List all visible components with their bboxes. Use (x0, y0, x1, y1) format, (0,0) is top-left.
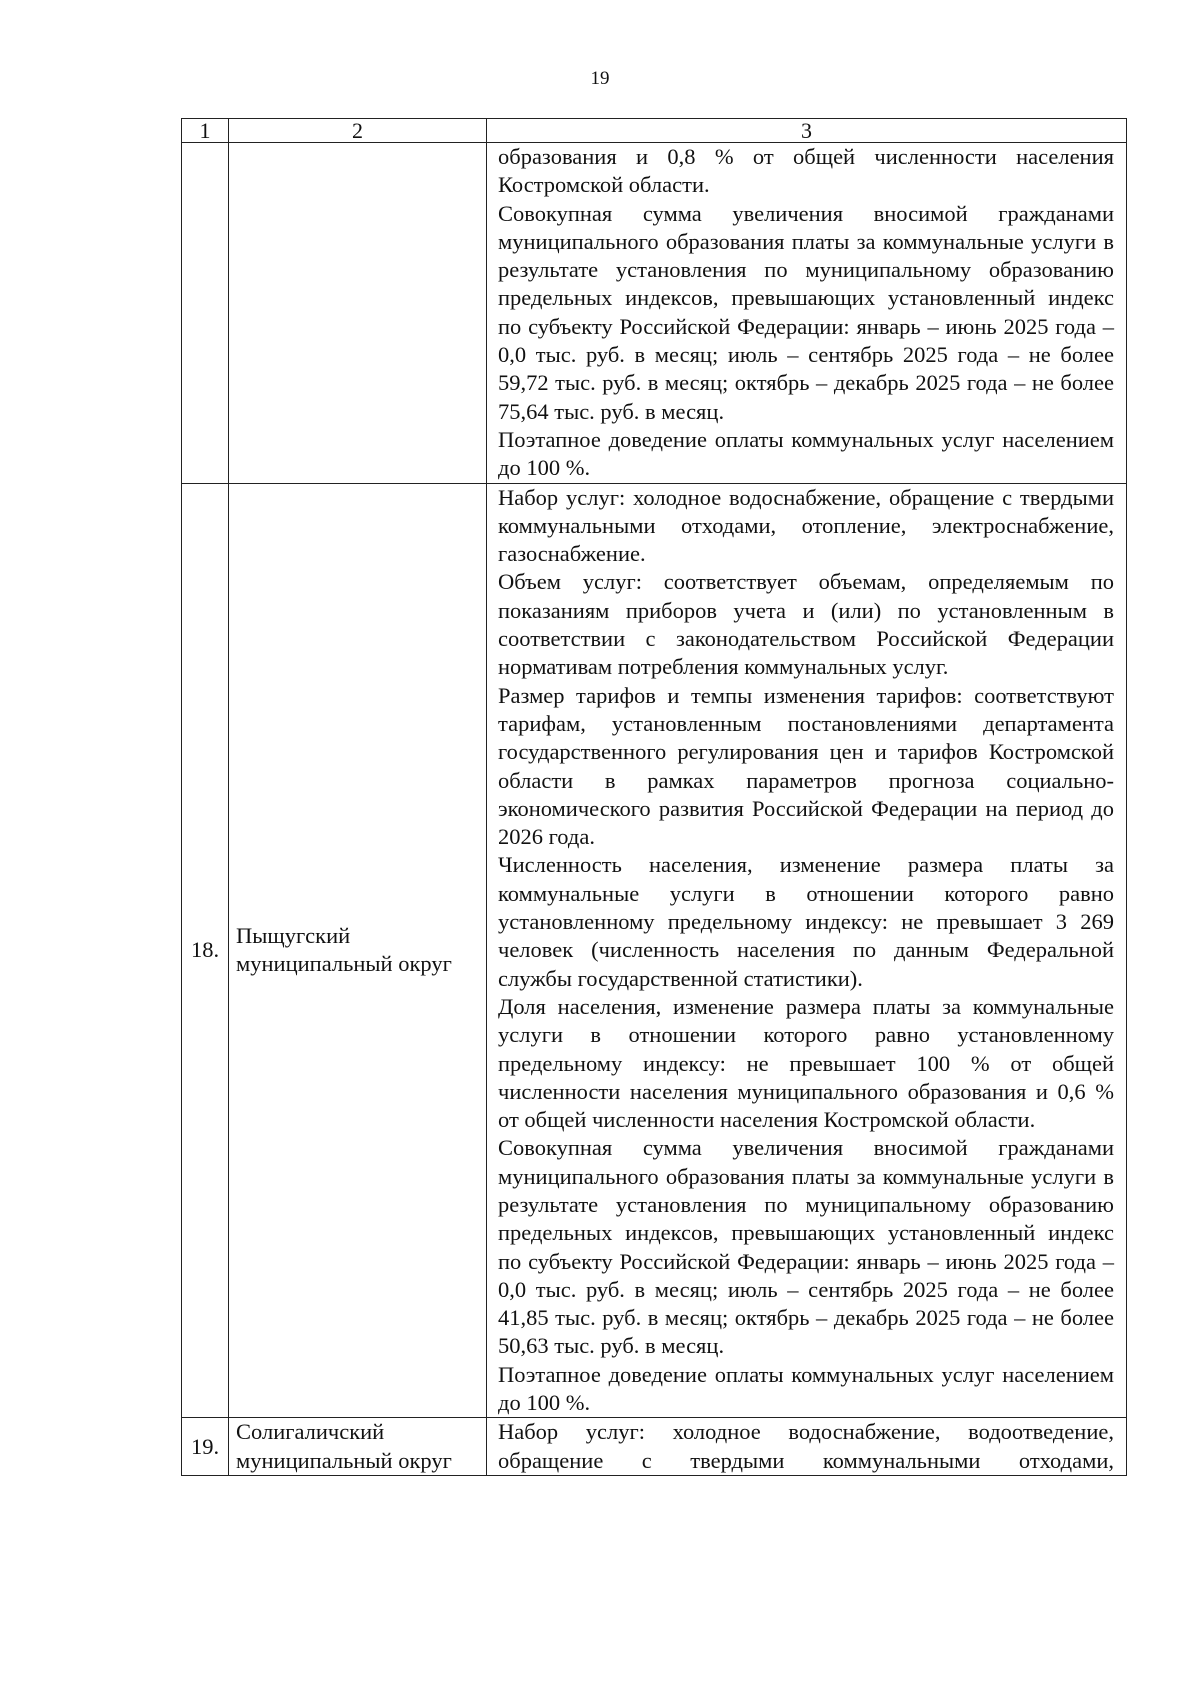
column-header-1: 1 (182, 119, 229, 143)
tariff-table (181, 118, 1127, 1476)
paragraph: Численность населения, изменение размера платы за коммунальные услуги в отношении которого равно установленному предельному индексу: не превышает 3 269 человек (численность населения по данным Федеральной службы государственной статистики). (498, 852, 1114, 991)
paragraph: образования и 0,8 % от общей численности населения Костромской области. (498, 144, 1114, 198)
paragraph: Набор услуг: холодное водоснабжение, обращение с твердыми коммунальными отходами, отопление, электроснабжение, газоснабжение. (498, 484, 1114, 567)
paragraph: Совокупная сумма увеличения вносимой гражданами муниципального образования платы за коммунальные услуги в результате установления по муниципальному образованию предельных индексов, превышающих установленный индекс по субъекту Российской Федерации: январь – июнь 2025 года – 0,0 тыс. руб. в месяц; июль – сентябрь 2025 года – не более 41,85 тыс. руб. в месяц; октябрь – декабрь 2025 года – не более 50,63 тыс. руб. в месяц. (498, 1135, 1114, 1359)
paragraph: Поэтапное доведение оплаты коммунальных услуг населением до 100 %. (498, 1361, 1114, 1416)
row-content-cell (487, 143, 1127, 484)
table-row-continuation (182, 143, 1127, 484)
paragraph: Набор услуг: холодное водоснабжение, водоотведение, обращение с твердыми коммунальными отходами, (498, 1419, 1114, 1473)
row-number-cell: 19. (182, 1418, 229, 1476)
row-name-cell: Солигаличский муниципальный округ (229, 1418, 487, 1476)
table-row-19 (182, 1418, 1127, 1476)
column-header-2: 2 (229, 119, 487, 143)
column-header-3: 3 (487, 119, 1127, 143)
table-row-18 (182, 483, 1127, 1418)
paragraph: Объем услуг: соответствует объемам, определяемым по показаниям приборов учета и (или) по установленным в соответствии с законодательством Российской Федерации нормативам потребления коммунальных услуг. (498, 569, 1114, 680)
row-number-cell (182, 143, 229, 484)
paragraph: Совокупная сумма увеличения вносимой гражданами муниципального образования платы за коммунальные услуги в результате установления по муниципальному образованию предельных индексов, превышающих установленный индекс по субъекту Российской Федерации: январь – июнь 2025 года – 0,0 тыс. руб. в месяц; июль – сентябрь 2025 года – не более 59,72 тыс. руб. в месяц; октябрь – декабрь 2025 года – не более 75,64 тыс. руб. в месяц. (498, 200, 1114, 424)
row-content-cell (487, 1418, 1127, 1476)
page-number: 19 (590, 68, 610, 89)
paragraph: Размер тарифов и темпы изменения тарифов: соответствуют тарифам, установленным постановлениями департамента государственного регулирования цен и тарифов Костромской области в рамках параметров прогноза социально-экономического развития Российской Федерации на период до 2026 года. (498, 682, 1114, 850)
table-header-row (182, 119, 1127, 143)
row-number-cell: 18. (182, 483, 229, 1418)
row-name-cell: Пыщугский муниципальный округ (229, 483, 487, 1418)
paragraph: Доля населения, изменение размера платы за коммунальные услуги в отношении которого равно установленному предельному индексу: не превышает 100 % от общей численности населения муниципального образования и 0,6 % от общей численности населения Костромской области. (498, 993, 1114, 1133)
row-content-cell (487, 483, 1127, 1418)
row-name-cell (229, 143, 487, 484)
paragraph: Поэтапное доведение оплаты коммунальных услуг населением до 100 %. (498, 426, 1114, 481)
